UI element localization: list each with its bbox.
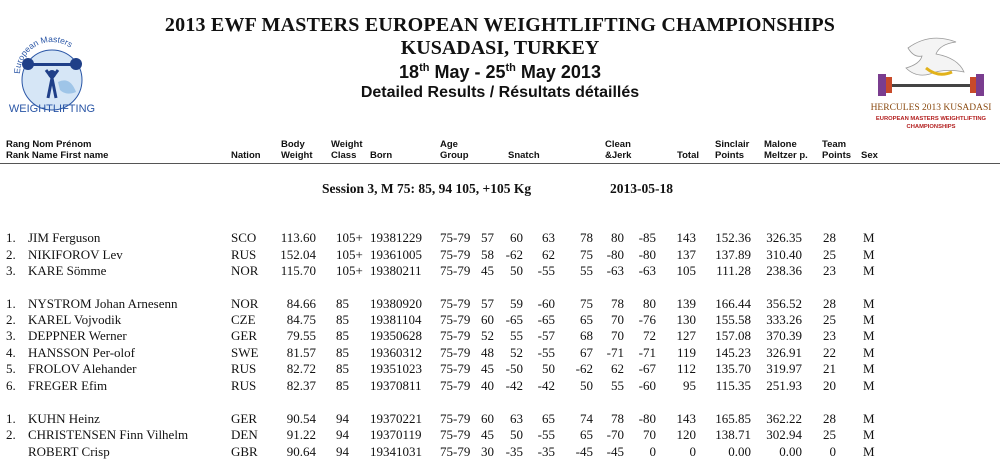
cell-sex: M: [863, 444, 875, 459]
cell-cj-3: -80: [638, 247, 656, 262]
cell-sex: M: [863, 345, 875, 360]
cell-snatch-2: 60: [510, 230, 523, 245]
date-range: [0, 62, 1000, 83]
cell-sinclair: 135.70: [715, 361, 751, 376]
cell-cj-2: 80: [611, 230, 624, 245]
cell-cj-3: 70: [643, 427, 656, 442]
championship-title: 2013 EWF MASTERS EUROPEAN WEIGHTLIFTING CHAMPIONSHIPS: [164, 14, 836, 36]
cell-born: 19370811: [370, 378, 422, 393]
cell-team-points: 25: [823, 427, 836, 442]
cell-malone: 326.91: [766, 345, 802, 360]
cell-malone: 302.94: [766, 427, 802, 442]
cell-team-points: 23: [823, 263, 836, 278]
cell-snatch-3: -60: [537, 296, 555, 311]
cell-snatch-3: -55: [537, 345, 555, 360]
cell-snatch-2: 59: [510, 296, 523, 311]
col-rank-name: [6, 139, 108, 161]
cell-cj-3: -60: [638, 378, 656, 393]
cell-rank: 2.: [6, 247, 16, 262]
cell-cj-1: 65: [580, 312, 593, 327]
cell-cj-2: -63: [606, 263, 624, 278]
col-weight-class-l1: Weight: [331, 139, 363, 150]
cell-athlete-name: NYSTROM Johan Arnesenn: [28, 296, 178, 311]
cell-athlete-name: HANSSON Per-olof: [28, 345, 135, 360]
cell-born: 19370221: [370, 411, 422, 426]
cell-sinclair: 0.00: [728, 444, 751, 459]
cell-cj-1: 78: [580, 230, 593, 245]
cell-total: 0: [689, 444, 696, 459]
cell-rank: 1.: [6, 230, 16, 245]
cell-sinclair: 145.23: [715, 345, 751, 360]
cell-malone: 356.52: [766, 296, 802, 311]
cell-nation: CZE: [231, 312, 256, 327]
cell-body-weight: 82.72: [286, 361, 316, 376]
cell-snatch-2: 55: [510, 328, 523, 343]
cell-snatch-3: 65: [542, 411, 555, 426]
cell-sinclair: 137.89: [715, 247, 751, 262]
cell-snatch-3: 50: [542, 361, 555, 376]
cell-rank: 3.: [6, 263, 16, 278]
col-team-points: [822, 139, 851, 161]
cell-total: 119: [676, 345, 696, 360]
cell-cj-3: 0: [649, 444, 656, 459]
col-team-points-l2: Points: [822, 150, 852, 161]
cell-nation: DEN: [231, 427, 258, 442]
cell-rank: 1.: [6, 411, 16, 426]
cell-snatch-3: -65: [537, 312, 555, 327]
cell-malone: 310.40: [766, 247, 802, 262]
cell-athlete-name: NIKIFOROV Lev: [28, 247, 123, 262]
cell-sex: M: [863, 263, 875, 278]
cell-nation: SWE: [231, 345, 259, 360]
cell-snatch-1: 40: [481, 378, 494, 393]
cell-cj-2: 78: [611, 296, 624, 311]
cell-body-weight: 91.22: [286, 427, 316, 442]
cell-age-group: 75-79: [440, 411, 471, 426]
col-total: Total: [677, 150, 699, 161]
cell-cj-1: 65: [580, 427, 593, 442]
cell-cj-3: -71: [638, 345, 656, 360]
cell-cj-3: 72: [643, 328, 656, 343]
cell-age-group: 75-79: [440, 296, 471, 311]
col-age-group-l1: Age: [440, 139, 458, 150]
cell-snatch-2: -62: [505, 247, 523, 262]
col-clean-jerk-l2: &Jerk: [605, 150, 632, 161]
cell-weight-class: 94: [336, 427, 349, 442]
cell-team-points: 0: [829, 444, 836, 459]
col-weight-class-l2: Class: [331, 150, 357, 161]
cell-cj-2: 78: [611, 411, 624, 426]
cell-snatch-1: 30: [481, 444, 494, 459]
cell-team-points: 21: [823, 361, 836, 376]
col-snatch: Snatch: [508, 150, 540, 161]
cell-cj-3: -63: [638, 263, 656, 278]
cell-athlete-name: KARE Sömme: [28, 263, 107, 278]
cell-age-group: 75-79: [440, 361, 471, 376]
cell-rank: 4.: [6, 345, 16, 360]
cell-snatch-1: 58: [481, 247, 494, 262]
hercules-kusadasi-logo: [868, 28, 994, 132]
cell-nation: NOR: [231, 263, 259, 278]
cell-cj-2: -70: [606, 427, 624, 442]
cell-snatch-3: -55: [537, 263, 555, 278]
cell-born: 19380920: [370, 296, 422, 311]
col-rank-name-fr: Rang Nom Prénom: [6, 139, 92, 150]
cell-sex: M: [863, 411, 875, 426]
cell-weight-class: 85: [336, 378, 349, 393]
cell-sex: M: [863, 230, 875, 245]
cell-snatch-3: -55: [537, 427, 555, 442]
cell-cj-1: 50: [580, 378, 593, 393]
cell-athlete-name: KUHN Heinz: [28, 411, 100, 426]
cell-total: 105: [676, 263, 696, 278]
cell-born: 19380211: [370, 263, 422, 278]
date-start-suffix: th: [419, 62, 430, 74]
cell-sinclair: 111.28: [716, 263, 751, 278]
col-malone-l1: Malone: [764, 139, 797, 150]
cell-cj-2: -71: [606, 345, 624, 360]
cell-cj-1: 74: [580, 411, 593, 426]
cell-body-weight: 90.64: [286, 444, 316, 459]
cell-weight-class: 85: [336, 345, 349, 360]
cell-team-points: 28: [823, 411, 836, 426]
cell-rank: 3.: [6, 328, 16, 343]
cell-total: 137: [676, 247, 696, 262]
cell-sinclair: 138.71: [715, 427, 751, 442]
date-start-day: 18: [399, 62, 420, 82]
cell-sinclair: 157.08: [715, 328, 751, 343]
cell-age-group: 75-79: [440, 247, 471, 262]
cell-cj-1: 68: [580, 328, 593, 343]
cell-cj-2: 55: [611, 378, 624, 393]
cell-malone: 251.93: [766, 378, 802, 393]
cell-malone: 333.26: [766, 312, 802, 327]
cell-sinclair: 165.85: [715, 411, 751, 426]
session-date: 2013-05-18: [610, 181, 673, 196]
cell-team-points: 28: [823, 230, 836, 245]
cell-born: 19360312: [370, 345, 422, 360]
cell-born: 19381104: [370, 312, 422, 327]
cell-athlete-name: JIM Ferguson: [28, 230, 101, 245]
cell-nation: RUS: [231, 378, 257, 393]
cell-weight-class: 105+: [336, 230, 363, 245]
cell-team-points: 23: [823, 328, 836, 343]
col-malone-l2: Meltzer p.: [764, 150, 808, 161]
cell-snatch-1: 60: [481, 312, 494, 327]
cell-snatch-1: 60: [481, 411, 494, 426]
cell-sinclair: 152.36: [715, 230, 751, 245]
cell-rank: 2.: [6, 427, 16, 442]
cell-total: 120: [676, 427, 696, 442]
cell-cj-2: 62: [611, 361, 624, 376]
cell-sex: M: [863, 312, 875, 327]
date-start-rest: May - 25: [429, 62, 506, 82]
col-age-group: [440, 139, 469, 161]
cell-born: 19370119: [370, 427, 422, 442]
col-weight-class: [331, 139, 363, 161]
cell-cj-2: 70: [611, 312, 624, 327]
cell-sex: M: [863, 378, 875, 393]
cell-rank: 5.: [6, 361, 16, 376]
results-subtitle: Detailed Results / Résultats détaillés: [360, 84, 640, 101]
cell-body-weight: 152.04: [280, 247, 316, 262]
cell-cj-3: 80: [643, 296, 656, 311]
cell-cj-3: -67: [638, 361, 656, 376]
cell-sex: M: [863, 296, 875, 311]
cell-total: 139: [676, 296, 696, 311]
cell-body-weight: 115.70: [280, 263, 316, 278]
logo-line1: EUROPEAN MASTERS WEIGHTLIFTING: [875, 116, 987, 122]
cell-born: 19350628: [370, 328, 422, 343]
cell-athlete-name: FREGER Efim: [28, 378, 108, 393]
logo-banner-text: HERCULES 2013 KUSADASI: [870, 103, 992, 113]
cell-rank: 2.: [6, 312, 16, 327]
cell-team-points: 20: [823, 378, 836, 393]
cell-weight-class: 105+: [336, 263, 363, 278]
cell-team-points: 25: [823, 312, 836, 327]
cell-body-weight: 113.60: [280, 230, 316, 245]
cell-weight-class: 85: [336, 312, 349, 327]
cell-snatch-1: 48: [481, 345, 494, 360]
logo-line2: CHAMPIONSHIPS: [906, 124, 956, 130]
cell-body-weight: 81.57: [286, 345, 316, 360]
col-clean-jerk: [605, 139, 631, 161]
col-malone: [764, 139, 808, 161]
cell-sinclair: 115.35: [715, 378, 751, 393]
cell-weight-class: 94: [336, 411, 349, 426]
cell-weight-class: 94: [336, 444, 349, 459]
cell-snatch-1: 52: [481, 328, 494, 343]
european-masters-emblem: [6, 30, 98, 120]
cell-snatch-1: 45: [481, 427, 494, 442]
cell-rank: 1.: [6, 296, 16, 311]
cell-sex: M: [863, 361, 875, 376]
cell-cj-2: -80: [606, 247, 624, 262]
col-rank-name-en: Rank Name First name: [6, 150, 109, 161]
cell-total: 127: [676, 328, 696, 343]
cell-body-weight: 82.37: [286, 378, 316, 393]
cell-athlete-name: KAREL Vojvodik: [28, 312, 122, 327]
cell-snatch-2: 63: [510, 411, 523, 426]
cell-snatch-2: 52: [510, 345, 523, 360]
cell-age-group: 75-79: [440, 312, 471, 327]
cell-age-group: 75-79: [440, 328, 471, 343]
cell-athlete-name: CHRISTENSEN Finn Vilhelm: [28, 427, 189, 442]
european-masters-logo: [6, 30, 98, 120]
cell-cj-3: -80: [638, 411, 656, 426]
cell-age-group: 75-79: [440, 230, 471, 245]
cell-body-weight: 90.54: [286, 411, 316, 426]
col-age-group-l2: Group: [440, 150, 469, 161]
cell-sex: M: [863, 328, 875, 343]
cell-snatch-1: 57: [481, 230, 494, 245]
col-body-weight-l2: Weight: [281, 150, 313, 161]
cell-born: 19341031: [370, 444, 422, 459]
cell-age-group: 75-79: [440, 378, 471, 393]
cell-snatch-2: -65: [505, 312, 523, 327]
cell-weight-class: 85: [336, 361, 349, 376]
cell-snatch-1: 57: [481, 296, 494, 311]
cell-snatch-2: -50: [505, 361, 523, 376]
cell-weight-class: 105+: [336, 247, 363, 262]
cell-cj-2: 70: [611, 328, 624, 343]
cell-malone: 0.00: [779, 444, 802, 459]
cell-malone: 370.39: [766, 328, 802, 343]
cell-nation: RUS: [231, 361, 257, 376]
col-sinclair-l2: Points: [715, 150, 745, 161]
cell-born: 19351023: [370, 361, 422, 376]
cell-nation: GER: [231, 328, 257, 343]
cell-team-points: 25: [823, 247, 836, 262]
cell-snatch-1: 45: [481, 263, 494, 278]
cell-rank: 6.: [6, 378, 16, 393]
cell-age-group: 75-79: [440, 444, 471, 459]
cell-snatch-3: -42: [537, 378, 555, 393]
cell-team-points: 28: [823, 296, 836, 311]
cell-sex: M: [863, 427, 875, 442]
cell-total: 143: [676, 230, 696, 245]
cell-snatch-3: -35: [537, 444, 555, 459]
cell-malone: 319.97: [766, 361, 802, 376]
cell-athlete-name: DEPPNER Werner: [28, 328, 127, 343]
cell-malone: 326.35: [766, 230, 802, 245]
logo-weightlifting-word: WEIGHTLIFTING: [8, 103, 96, 115]
cell-age-group: 75-79: [440, 427, 471, 442]
cell-athlete-name: ROBERT Crisp: [28, 444, 110, 459]
cell-sinclair: 166.44: [715, 296, 751, 311]
header-divider: [0, 163, 1000, 164]
cell-athlete-name: FROLOV Alehander: [28, 361, 137, 376]
cell-total: 112: [676, 361, 696, 376]
cell-snatch-1: 45: [481, 361, 494, 376]
cell-snatch-2: -42: [505, 378, 523, 393]
cell-nation: SCO: [231, 230, 257, 245]
col-clean-jerk-l1: Clean: [605, 139, 631, 150]
col-sex: Sex: [861, 150, 878, 161]
cell-snatch-3: 63: [542, 230, 555, 245]
cell-weight-class: 85: [336, 296, 349, 311]
cell-sex: M: [863, 247, 875, 262]
cell-cj-1: 67: [580, 345, 593, 360]
cell-snatch-2: 50: [510, 427, 523, 442]
cell-body-weight: 79.55: [286, 328, 316, 343]
col-nation: Nation: [231, 150, 261, 161]
cell-cj-1: 55: [580, 263, 593, 278]
cell-age-group: 75-79: [440, 263, 471, 278]
cell-nation: GER: [231, 411, 257, 426]
logo-arc-text: European Masters: [11, 33, 75, 75]
cell-snatch-2: 50: [510, 263, 523, 278]
cell-cj-3: -85: [638, 230, 656, 245]
date-end-suffix: th: [505, 62, 516, 74]
cell-born: 19361005: [370, 247, 422, 262]
cell-nation: NOR: [231, 296, 259, 311]
cell-cj-1: -62: [575, 361, 593, 376]
hercules-dove-emblem: [868, 28, 994, 132]
session-label: Session 3, M 75: 85, 94 105, +105 Kg: [322, 181, 532, 196]
col-body-weight-l1: Body: [281, 139, 305, 150]
venue-title: KUSADASI, TURKEY: [400, 37, 600, 59]
col-body-weight: [281, 139, 313, 161]
cell-snatch-2: -35: [505, 444, 523, 459]
cell-sinclair: 155.58: [715, 312, 751, 327]
cell-cj-1: -45: [575, 444, 593, 459]
cell-cj-2: -45: [606, 444, 624, 459]
cell-cj-3: -76: [638, 312, 656, 327]
col-sinclair: [715, 139, 749, 161]
cell-weight-class: 85: [336, 328, 349, 343]
cell-malone: 362.22: [766, 411, 802, 426]
cell-malone: 238.36: [766, 263, 802, 278]
cell-born: 19381229: [370, 230, 422, 245]
date-end-rest: May 2013: [515, 62, 601, 82]
cell-cj-1: 75: [580, 296, 593, 311]
cell-snatch-3: 62: [542, 247, 555, 262]
cell-total: 143: [676, 411, 696, 426]
col-born: Born: [370, 150, 393, 161]
cell-total: 95: [683, 378, 696, 393]
cell-cj-1: 75: [580, 247, 593, 262]
cell-team-points: 22: [823, 345, 836, 360]
col-team-points-l1: Team: [822, 139, 847, 150]
cell-age-group: 75-79: [440, 345, 471, 360]
cell-body-weight: 84.66: [286, 296, 316, 311]
cell-body-weight: 84.75: [286, 312, 316, 327]
cell-nation: RUS: [231, 247, 257, 262]
col-sinclair-l1: Sinclair: [715, 139, 750, 150]
cell-snatch-3: -57: [537, 328, 555, 343]
cell-total: 130: [676, 312, 696, 327]
cell-nation: GBR: [231, 444, 258, 459]
